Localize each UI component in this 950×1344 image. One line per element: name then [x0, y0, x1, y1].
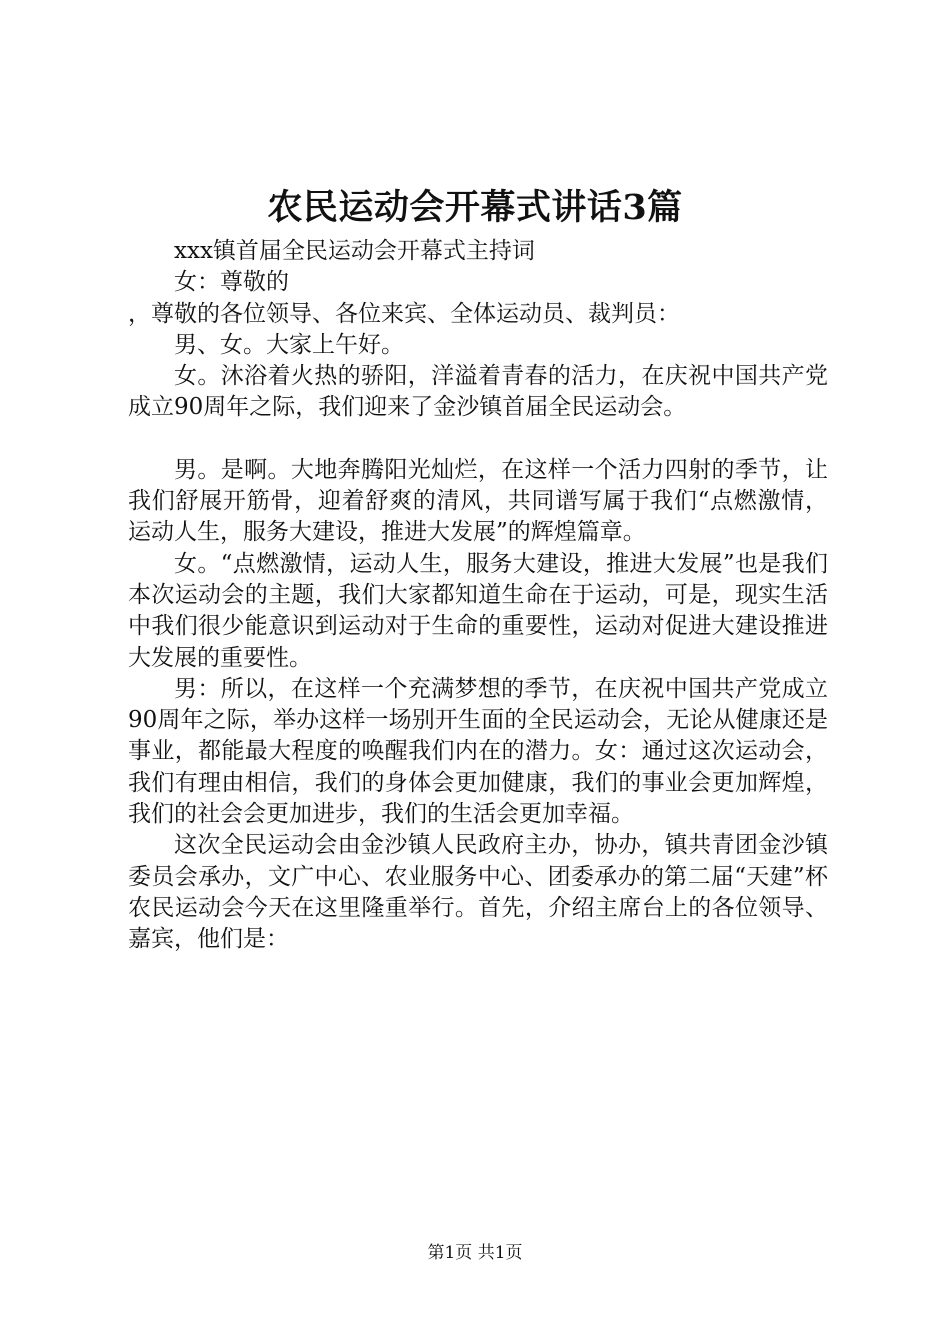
- page-footer: 第1页 共1页: [427, 1243, 523, 1263]
- paragraph-female-1: 女。沐浴着火热的骄阳，洋溢着青春的活力，在庆祝中国共产党成立90周年之际，我们迎来了金沙镇首届全民运动会。: [128, 363, 828, 421]
- paragraph-greeting-both: 男、女。大家上午好。: [174, 331, 404, 358]
- blank-line: [128, 424, 828, 455]
- paragraph-male-2: 男：所以，在这样一个充满梦想的季节，在庆祝中国共产党成立90周年之际，举办这样一场别开生面的全民运动会，无论从健康还是事业，都能最大程度的唤醒我们内在的潜力。女：通过这次运动会，我们有理由相信，我们的身体会更加健康，我们的事业会更加辉煌，我们的社会会更加进步，我们的生活会更加幸福。: [128, 675, 828, 828]
- document-body: [128, 236, 828, 956]
- paragraph-heading: xxx镇首届全民运动会开幕式主持词: [174, 238, 535, 264]
- paragraph-female-2: 女。“点燃激情，运动人生，服务大建设，推进大发展”也是我们本次运动会的主题，我们大家都知道生命在于运动，可是，现实生活中我们很少能意识到运动对于生命的重要性，运动对促进大建设推进大发展的重要性。: [128, 550, 828, 671]
- paragraph-greeting-audience: ，尊敬的各位领导、各位来宾、全体运动员、裁判员：: [128, 300, 680, 327]
- paragraph-organizers: 这次全民运动会由金沙镇人民政府主办，协办，镇共青团金沙镇委员会承办，文广中心、农业服务中心、团委承办的第二届“天建”杯农民运动会今天在这里隆重举行。首先，介绍主席台上的各位领导、嘉宾，他们是：: [128, 832, 828, 953]
- paragraph-male-1: 男。是啊。大地奔腾阳光灿烂，在这样一个活力四射的季节，让我们舒展开筋骨，迎着舒爽的清风，共同谱写属于我们“点燃激情，运动人生，服务大建设，推进大发展”的辉煌篇章。: [128, 456, 828, 546]
- document-title: 农民运动会开幕式讲话3篇: [267, 187, 683, 228]
- paragraph-greeting-female: 女：尊敬的: [174, 269, 289, 296]
